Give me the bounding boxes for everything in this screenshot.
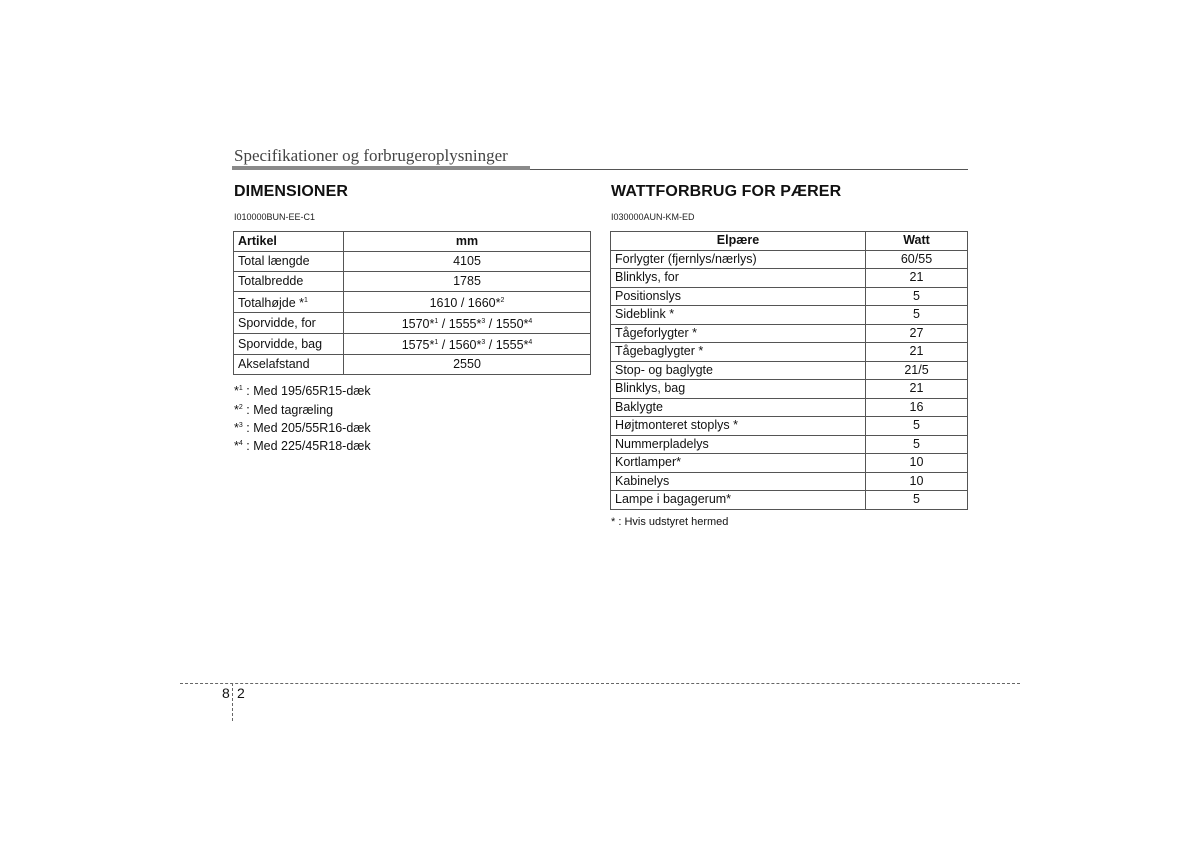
bulbs-row-value: 16 xyxy=(866,398,968,417)
bulbs-row-label: Positionslys xyxy=(611,287,866,306)
bulbs-row-value: 21 xyxy=(866,343,968,362)
bulbs-row-label: Højtmonteret stoplys * xyxy=(611,417,866,436)
dimensions-row-label: Sporvidde, bag xyxy=(234,334,344,355)
bulbs-row-value: 10 xyxy=(866,454,968,473)
bulbs-row xyxy=(611,269,968,288)
dimensions-row-value: 1575*$^1$ / 1560*$^3$ / 1555*$^4$ xyxy=(344,334,591,355)
dimensions-section xyxy=(234,181,591,454)
dimensions-header-row xyxy=(234,232,591,252)
bulbs-row-label: Tågebaglygter * xyxy=(611,343,866,362)
dimensions-code: I010000BUN-EE-C1 xyxy=(234,212,316,222)
dimensions-row-label: Totalbredde xyxy=(234,272,344,292)
bulbs-row-label: Blinklys, bag xyxy=(611,380,866,399)
bulbs-row-label: Lampe i bagagerum* xyxy=(611,491,866,510)
dimensions-note: *$^2$ : Med tagræling xyxy=(234,402,334,417)
dimensions-row-value: 4105 xyxy=(344,252,591,272)
bulbs-row-value: 21/5 xyxy=(866,361,968,380)
dimensions-note: *$^1$ : Med 195/65R15-dæk xyxy=(234,384,371,399)
bulbs-row-value: 5 xyxy=(866,435,968,454)
bulbs-row-label: Kabinelys xyxy=(611,472,866,491)
bulbs-row-value: 21 xyxy=(866,269,968,288)
dimensions-row-label: Total længde xyxy=(234,252,344,272)
bulbs-row-label: Forlygter (fjernlys/nærlys) xyxy=(611,250,866,269)
page-header-title: Specifikationer og forbrugeroplysninger xyxy=(234,146,508,165)
bulbs-row-value: 27 xyxy=(866,324,968,343)
col-article-header: Artikel xyxy=(234,232,344,252)
footer-divider xyxy=(232,683,233,721)
dimensions-row-value: 1570*$^1$ / 1555*$^3$ / 1550*$^4$ xyxy=(344,313,591,334)
bulbs-row-value: 5 xyxy=(866,417,968,436)
bulbs-code: I030000AUN-KM-ED xyxy=(611,212,695,222)
dimensions-row xyxy=(234,292,591,313)
dimensions-notes xyxy=(234,381,591,454)
chapter-number: 8 xyxy=(222,685,230,701)
bulbs-header-row xyxy=(611,232,968,251)
bulbs-row-value: 5 xyxy=(866,306,968,325)
bulbs-row-value: 21 xyxy=(866,380,968,399)
dimensions-row-value: 1610 / 1660*$^2$ xyxy=(344,292,591,313)
col-bulb-header: Elpære xyxy=(611,232,866,251)
dimensions-row xyxy=(234,334,591,355)
bulbs-row-label: Tågeforlygter * xyxy=(611,324,866,343)
bulbs-row xyxy=(611,380,968,399)
bulbs-footnote: * : Hvis udstyret hermed xyxy=(611,515,729,528)
bulbs-row-value: 5 xyxy=(866,491,968,510)
dimensions-note: *$^4$ : Med 225/45R18-dæk xyxy=(234,439,371,454)
bulbs-row-label: Blinklys, for xyxy=(611,269,866,288)
dimensions-title: DIMENSIONER xyxy=(234,183,348,200)
bulbs-row-value: 60/55 xyxy=(866,250,968,269)
col-watt-header: Watt xyxy=(866,232,968,251)
bulbs-row xyxy=(611,306,968,325)
bulbs-title: WATTFORBRUG FOR PÆRER xyxy=(611,183,842,200)
bulbs-row xyxy=(611,435,968,454)
bulbs-row-label: Kortlamper* xyxy=(611,454,866,473)
dimensions-row xyxy=(234,252,591,272)
bulbs-row xyxy=(611,287,968,306)
bulbs-section xyxy=(611,181,969,528)
bulbs-row-label: Baklygte xyxy=(611,398,866,417)
page-number: 2 xyxy=(237,685,245,701)
bulbs-row xyxy=(611,417,968,436)
dimensions-row-label: Totalhøjde *$^1$ xyxy=(234,292,344,313)
bulbs-table xyxy=(610,231,968,510)
dimensions-row xyxy=(234,313,591,334)
bulbs-row xyxy=(611,454,968,473)
bulbs-row-value: 10 xyxy=(866,472,968,491)
bulbs-row-label: Stop- og baglygte xyxy=(611,361,866,380)
dimensions-row xyxy=(234,272,591,292)
bulbs-row xyxy=(611,398,968,417)
dimensions-row-label: Akselafstand xyxy=(234,355,344,375)
bulbs-row-value: 5 xyxy=(866,287,968,306)
bulbs-row-label: Sideblink * xyxy=(611,306,866,325)
bulbs-row xyxy=(611,491,968,510)
bulbs-row xyxy=(611,324,968,343)
bulbs-row xyxy=(611,250,968,269)
bulbs-row xyxy=(611,472,968,491)
header-rule-thick xyxy=(232,166,530,170)
dimensions-row-value: 1785 xyxy=(344,272,591,292)
dimensions-row-label: Sporvidde, for xyxy=(234,313,344,334)
dimensions-table xyxy=(233,231,591,375)
bulbs-row-label: Nummerpladelys xyxy=(611,435,866,454)
header-rule-thin xyxy=(530,169,968,170)
footer-rule xyxy=(180,683,1020,684)
dimensions-row-value: 2550 xyxy=(344,355,591,375)
dimensions-row xyxy=(234,355,591,375)
dimensions-note: *$^3$ : Med 205/55R16-dæk xyxy=(234,420,371,435)
bulbs-row xyxy=(611,361,968,380)
col-mm-header: mm xyxy=(344,232,591,252)
bulbs-row xyxy=(611,343,968,362)
